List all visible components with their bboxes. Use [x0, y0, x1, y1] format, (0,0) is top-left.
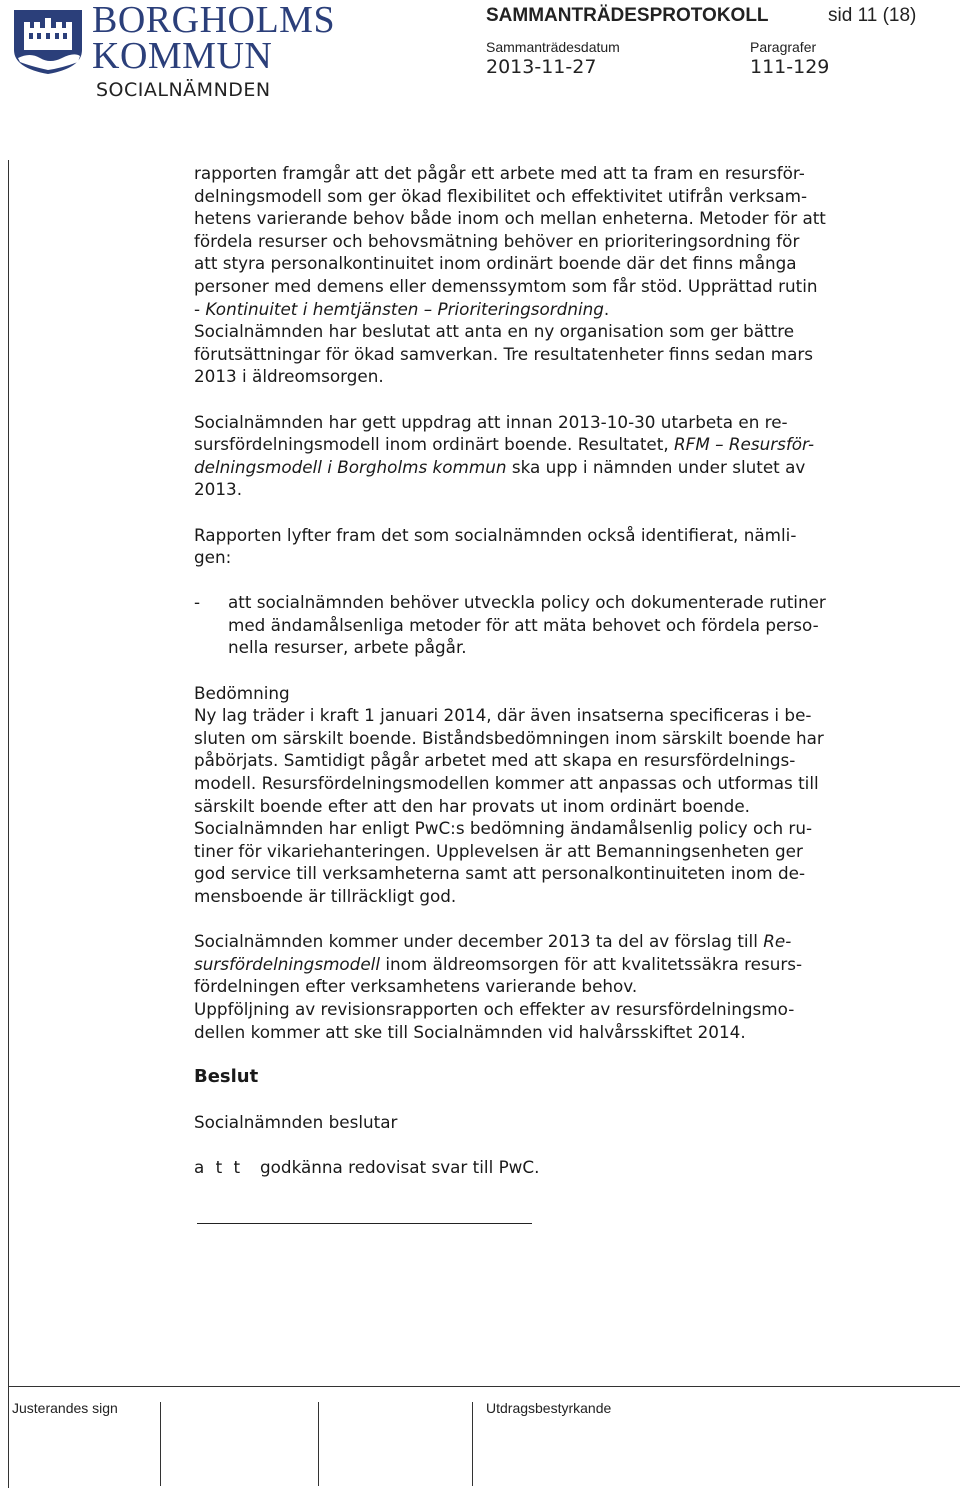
- body-line: Socialnämnden har beslutat att anta en ny organisation som ger bättre: [194, 321, 795, 342]
- bullet-line: nella resurser, arbete pågår.: [228, 637, 467, 658]
- org-name-line2: KOMMUN: [92, 35, 273, 77]
- decision-intro: Socialnämnden beslutar: [194, 1111, 398, 1132]
- body-text-run: sursfördelningsmodell inom ordinärt boende. Resultatet,: [194, 434, 674, 455]
- rfm-title: RFM – Resursför-: [674, 434, 815, 455]
- att-label: a t t: [194, 1157, 244, 1178]
- body-line: tiner för vikariehanteringen. Upplevelsen är att Bemanningsenheten ger: [194, 840, 803, 861]
- body-line: modell. Resursfördelningsmodellen kommer att anpassas och utformas till: [194, 773, 819, 794]
- left-margin-line: [8, 160, 9, 1488]
- body-line: särskilt boende efter att den har provats ut inom ordinärt boende.: [194, 795, 750, 816]
- body-line: fördelningen efter verksamhetens varierande behov.: [194, 976, 638, 997]
- footer-separator-3: [472, 1402, 473, 1486]
- meeting-date-value: 2013-11-27: [486, 56, 597, 78]
- body-line: Socialnämnden har gett uppdrag att innan 2013-10-30 utarbeta en re-: [194, 411, 788, 432]
- body-text-run: Socialnämnden kommer under december 2013 ta del av förslag till: [194, 931, 764, 952]
- decision-text: godkänna redovisat svar till PwC.: [260, 1157, 540, 1178]
- model-title-cont: sursfördelningsmodell: [194, 953, 380, 974]
- extract-certified-label: Utdragsbestyrkande: [486, 1400, 612, 1416]
- document-title: SAMMANTRÄDESPROTOKOLL: [486, 5, 769, 26]
- decision-heading: Beslut: [194, 1065, 259, 1087]
- body-line: påbörjats. Samtidigt pågår arbetet med att skapa en resursfördelnings-: [194, 750, 796, 771]
- org-name-line1: BORGHOLMS: [92, 0, 336, 41]
- body-line: delningsmodell som ger ökad flexibilitet och effektivitet utifrån verksam-: [194, 185, 808, 206]
- body-line: [194, 930, 909, 953]
- body-text-run: ska upp i nämnden under slutet av: [506, 456, 806, 477]
- body-text-run: inom äldreomsorgen för att kvalitetssäkra resurs-: [379, 953, 803, 974]
- sign-label: Justerandes sign: [12, 1400, 118, 1416]
- routine-suffix: .: [603, 298, 610, 319]
- paragraphs-label: Paragrafer: [750, 39, 817, 55]
- body-line: gen:: [194, 547, 232, 568]
- body-line: god service till verksamheterna samt att personalkontinuiteten inom de-: [194, 863, 806, 884]
- body-line: [194, 953, 909, 976]
- body-line: sluten om särskilt boende. Biståndsbedömningen inom särskilt boende har: [194, 727, 824, 748]
- protocol-body: [194, 162, 909, 1179]
- assessment-heading: Bedömning: [194, 682, 290, 703]
- body-line: förutsättningar för ökad samverkan. Tre resultatenheter finns sedan mars: [194, 343, 814, 364]
- body-line: 2013.: [194, 479, 243, 500]
- page-number: sid 11 (18): [828, 5, 917, 26]
- footer-separator-1: [160, 1402, 161, 1486]
- body-line: mensboende är tillräckligt god.: [194, 886, 457, 906]
- body-line: dellen kommer att ske till Socialnämnden vid halvårsskiftet 2014.: [194, 1021, 746, 1042]
- bullet-line: med ändamålsenliga metoder för att mäta behovet och fördela perso-: [228, 614, 819, 635]
- body-line: Uppföljning av revisionsrapporten och effekter av resursfördelningsmo-: [194, 998, 795, 1019]
- body-line: Ny lag träder i kraft 1 januari 2014, där även insatserna specificeras i be-: [194, 705, 812, 726]
- org-name: [92, 0, 336, 77]
- body-line: [194, 433, 909, 456]
- body-line: Rapporten lyfter fram det som socialnämnden också identifierat, nämli-: [194, 524, 797, 545]
- body-line: rapporten framgår att det pågår ett arbete med att ta fram en resursför-: [194, 163, 805, 183]
- routine-reference: [194, 298, 909, 321]
- rfm-title-cont: delningsmodell i Borgholms kommun: [194, 456, 507, 477]
- body-line: Socialnämnden har enligt PwC:s bedömning ändamålsenlig policy och ru-: [194, 818, 813, 839]
- meeting-date-label: Sammanträdesdatum: [486, 39, 620, 55]
- footer-separator-2: [318, 1402, 319, 1486]
- paragraphs-value: 111-129: [750, 56, 830, 78]
- footer-divider-line: [8, 1386, 960, 1387]
- bullet-line: [194, 591, 909, 614]
- department-name: SOCIALNÄMNDEN: [96, 79, 271, 101]
- body-line: 2013 i äldreomsorgen.: [194, 366, 384, 387]
- body-line: hetens varierande behov både inom och mellan enheterna. Metoder för att: [194, 208, 826, 229]
- decision-item: [194, 1156, 909, 1179]
- dash-prefix: -: [194, 298, 206, 319]
- body-line: [194, 456, 909, 479]
- body-line: fördela resurser och behovsmätning behöver en prioriteringsordning för: [194, 230, 800, 251]
- body-line: att styra personalkontinuitet inom ordinärt boende där det finns många: [194, 253, 797, 274]
- signature-line: [197, 1223, 532, 1224]
- bullet-text: att socialnämnden behöver utveckla policy och dokumenterade rutiner: [228, 592, 826, 613]
- model-title: Re-: [763, 931, 792, 952]
- routine-title: Kontinuitet i hemtjänsten – Prioriteringsordning: [205, 298, 604, 319]
- bullet-dash: -: [194, 592, 201, 613]
- body-line: personer med demens eller demenssymtom som får stöd. Upprättad rutin: [194, 275, 818, 296]
- borgholm-castle-crest-icon: [10, 6, 86, 76]
